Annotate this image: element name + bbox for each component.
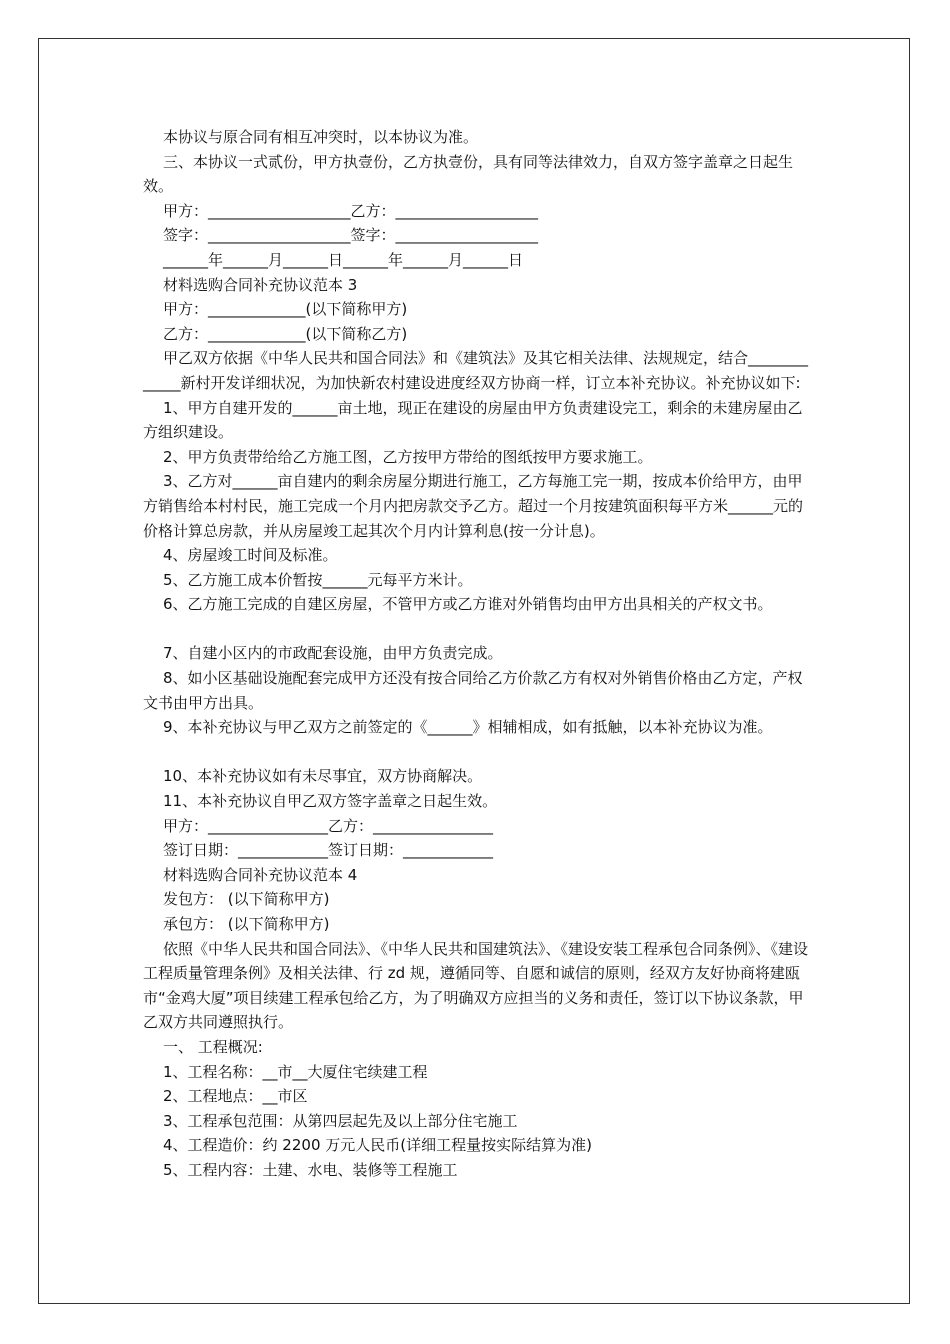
paragraph: 3、工程承包范围：从第四层起先及以上部分住宅施工	[163, 1111, 518, 1130]
paragraph: 2、甲方负责带给给乙方施工图，乙方按甲方带给的图纸按甲方要求施工。	[163, 447, 653, 466]
paragraph: 甲乙双方依据《中华人民共和国合同法》和《建筑法》及其它相关法律、法规规定，结合_____________新村开发详细状况，为加快新农村建设进度经双方协商一样，订立本补充协议。补充协议如下:	[143, 349, 809, 392]
paragraph: 7、自建小区内的市政配套设施，由甲方负责完成。	[163, 644, 503, 663]
paragraph: 10、本补充协议如有未尽事宜，双方协商解决。	[163, 767, 483, 786]
paragraph: 1、甲方自建开发的______亩土地，现正在建设的房屋由甲方负责建设完工，剩余的未建房屋由乙方组织建设。	[143, 398, 803, 442]
paragraph: 发包方： (以下简称甲方)	[163, 890, 330, 909]
document-body	[143, 125, 815, 1183]
paragraph: 1、工程名称：__市__大厦住宅续建工程	[163, 1062, 428, 1081]
paragraph: 甲方：_____________(以下简称甲方)	[163, 300, 408, 319]
paragraph: 5、工程内容：土建、水电、装修等工程施工	[163, 1160, 458, 1179]
blank-line	[143, 740, 815, 765]
paragraph: 5、乙方施工成本价暂按______元每平方米计。	[163, 570, 473, 589]
paragraph: 材料选购合同补充协议范本 4	[163, 865, 358, 884]
paragraph: 6、乙方施工完成的自建区房屋，不管甲方或乙方谁对外销售均由甲方出具相关的产权文书。	[163, 595, 773, 614]
paragraph: 签订日期：____________签订日期：____________	[163, 841, 494, 860]
paragraph: 4、工程造价：约 2200 万元人民币(详细工程量按实际结算为准)	[163, 1136, 592, 1155]
paragraph: 乙方：_____________(以下简称乙方)	[163, 324, 408, 343]
paragraph: 4、房屋竣工时间及标准。	[163, 546, 338, 565]
paragraph: 11、本补充协议自甲乙双方签字盖章之日起生效。	[163, 792, 498, 811]
paragraph: 9、本补充协议与甲乙双方之前签定的《______》相辅相成，如有抵触，以本补充协议为准。	[163, 718, 773, 737]
paragraph: ______年______月______日______年______月______日	[163, 250, 524, 269]
paragraph: 材料选购合同补充协议范本 3	[163, 275, 358, 294]
paragraph: 本协议与原合同有相互冲突时，以本协议为准。	[163, 128, 479, 146]
paragraph: 一、 工程概况:	[163, 1037, 263, 1056]
paragraph: 甲方：___________________乙方：___________________	[163, 201, 539, 220]
paragraph: 三、本协议一式贰份，甲方执壹份，乙方执壹份，具有同等法律效力，自双方签字盖章之日起生效。	[143, 152, 794, 196]
paragraph: 承包方： (以下简称甲方)	[163, 915, 330, 933]
paragraph: 甲方：________________乙方：________________	[163, 816, 494, 835]
paragraph: 2、工程地点：__市区	[163, 1087, 308, 1106]
paragraph: 签字：___________________签字：___________________	[163, 226, 539, 245]
paragraph: 依照《中华人民共和国合同法》、《中华人民共和国建筑法》、《建设安装工程承包合同条例》、《建设工程质量管理条例》及相关法律、行 zd 规，遵循同等、自愿和诚信的原则，经双方友好协商将建瓯市“金鸡大厦”项目续建工程承包给乙方，为了明确双方应担当的义务和责任，签订以下协议条款，甲乙双方共同遵照执行。	[143, 939, 809, 1032]
paragraph: 3、乙方对______亩自建内的剩余房屋分期进行施工，乙方每施工完一期，按成本价给甲方，由甲方销售给本村村民，施工完成一个月内把房款交予乙方。超过一个月按建筑面积每平方米______元的价格计算总房款，并从房屋竣工起其次个月内计算利息(按一分计息)。	[143, 472, 804, 540]
paragraph: 8、如小区基础设施配套完成甲方还没有按合同给乙方价款乙方有权对外销售价格由乙方定，产权文书由甲方出具。	[143, 669, 803, 712]
blank-line	[143, 617, 815, 642]
